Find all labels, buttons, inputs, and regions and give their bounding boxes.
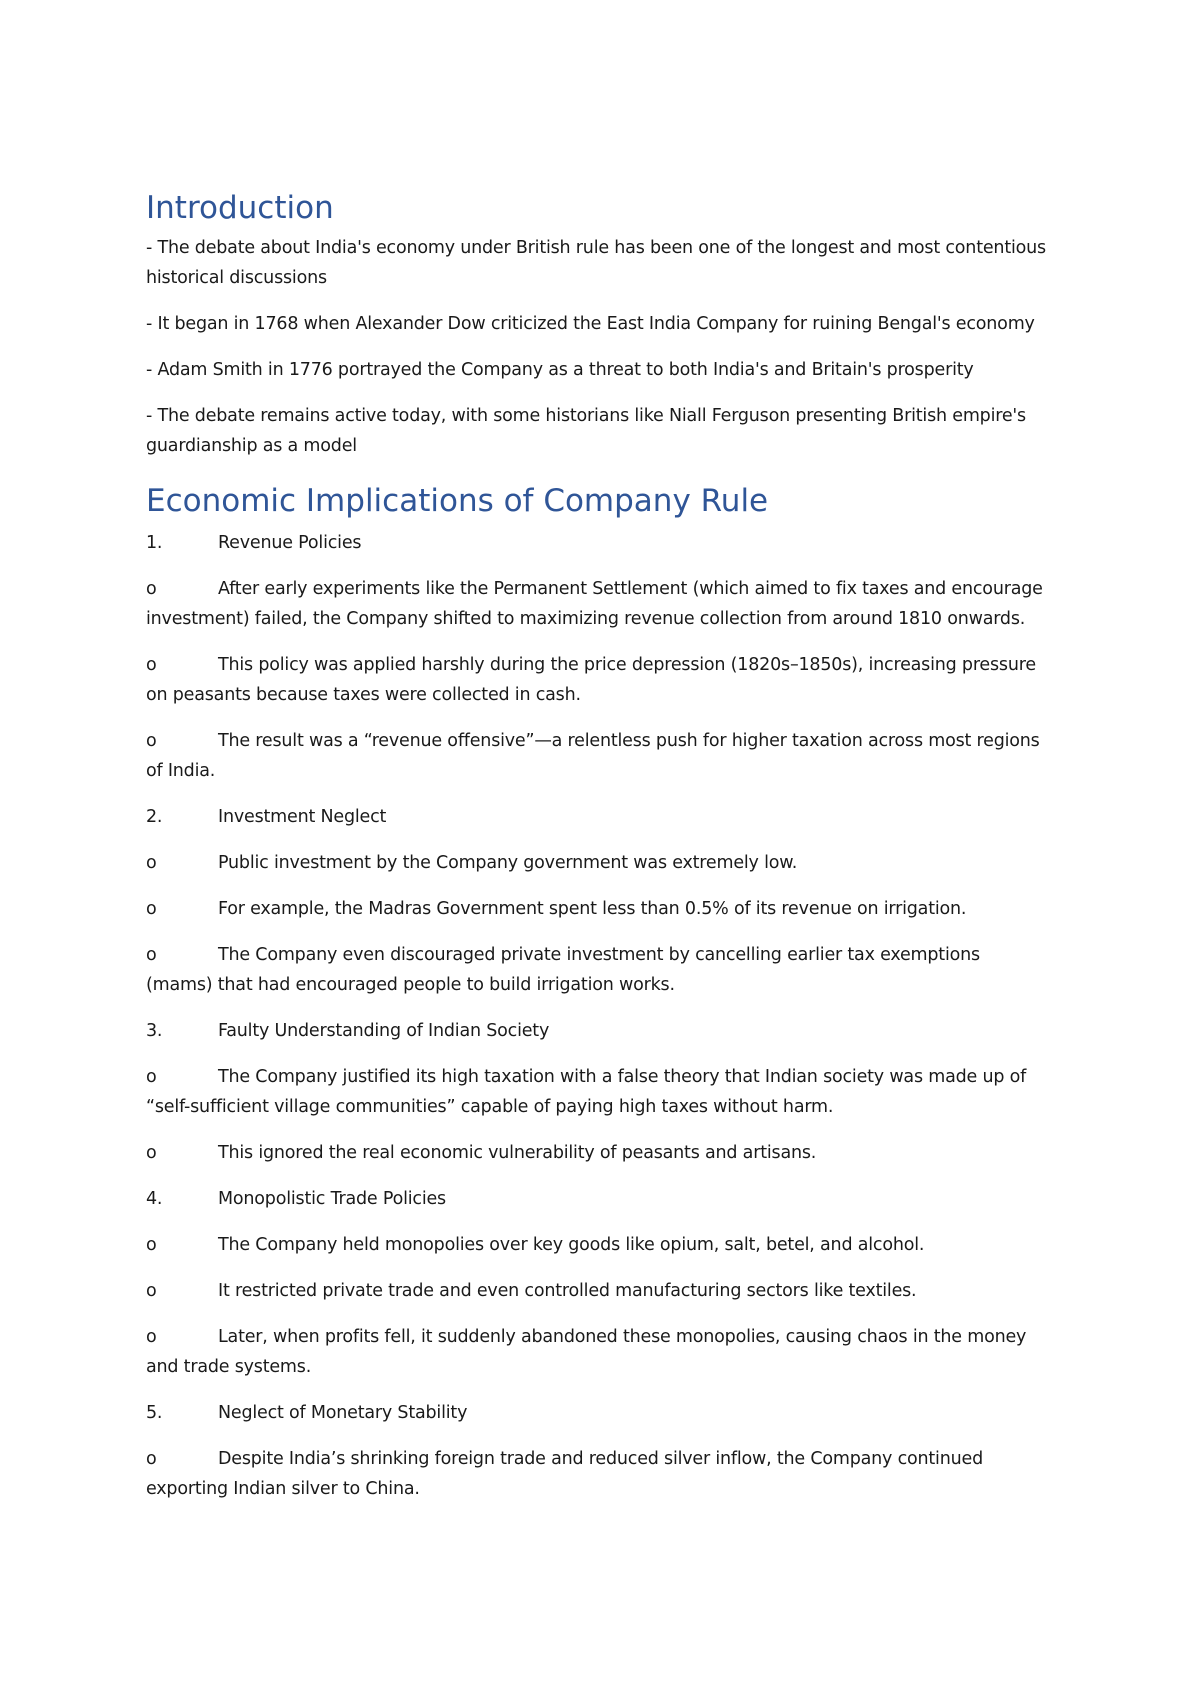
bullet-item [146, 574, 1046, 634]
numbered-item [146, 1016, 1046, 1046]
bullet-text: This policy was applied harshly during the price depression (1820s–1850s), increasing pressure on peasants because taxes were collected in cash. [146, 655, 1036, 706]
bullet-item [146, 650, 1046, 710]
bullet-marker: o [146, 1235, 157, 1256]
item-heading: Revenue Policies [218, 533, 362, 554]
numbered-item [146, 1398, 1046, 1428]
item-heading: Investment Neglect [218, 807, 387, 828]
bullet-text: After early experiments like the Permanent Settlement (which aimed to fix taxes and encourage investment) failed, the Company shifted to maximizing revenue collection from around 1810 onwards. [146, 579, 1043, 630]
bullet-text: The result was a “revenue offensive”—a relentless push for higher taxation across most regions of India. [146, 731, 1040, 782]
bullet-item [146, 1322, 1046, 1382]
item-number: 1. [146, 533, 163, 554]
bullet-item [146, 1230, 1046, 1260]
bullet-marker: o [146, 1449, 157, 1470]
bullet-text: For example, the Madras Government spent less than 0.5% of its revenue on irrigation. [218, 899, 967, 920]
item-number: 3. [146, 1021, 163, 1042]
intro-paragraph: - The debate about India's economy under British rule has been one of the longest and most contentious historical discussions [146, 238, 1046, 289]
bullet-item [146, 848, 1046, 878]
item-heading: Monopolistic Trade Policies [218, 1189, 446, 1210]
item-number: 5. [146, 1403, 163, 1424]
bullet-marker: o [146, 731, 157, 752]
item-heading: Faulty Understanding of Indian Society [218, 1021, 550, 1042]
intro-paragraph: - Adam Smith in 1776 portrayed the Company as a threat to both India's and Britain's prosperity [146, 360, 974, 381]
bullet-marker: o [146, 655, 157, 676]
item-number: 2. [146, 807, 163, 828]
numbered-item [146, 802, 1046, 832]
bullet-marker: o [146, 1327, 157, 1348]
bullet-marker: o [146, 1067, 157, 1088]
numbered-item [146, 528, 1046, 558]
bullet-item [146, 1276, 1046, 1306]
bullet-item [146, 940, 1046, 1000]
bullet-text: The Company justified its high taxation with a false theory that Indian society was made up of “self-sufficient village communities” capable of paying high taxes without harm. [146, 1067, 1027, 1118]
bullet-item [146, 726, 1046, 786]
document-page [146, 190, 1046, 1520]
bullet-text: This ignored the real economic vulnerability of peasants and artisans. [218, 1143, 817, 1164]
bullet-marker: o [146, 899, 157, 920]
bullet-text: Despite India’s shrinking foreign trade and reduced silver inflow, the Company continued exporting Indian silver to China. [146, 1449, 983, 1500]
item-heading: Neglect of Monetary Stability [218, 1403, 468, 1424]
bullet-text: It restricted private trade and even controlled manufacturing sectors like textiles. [218, 1281, 917, 1302]
bullet-marker: o [146, 1281, 157, 1302]
intro-paragraph: - It began in 1768 when Alexander Dow criticized the East India Company for ruining Bengal's economy [146, 314, 1035, 335]
bullet-text: The Company even discouraged private investment by cancelling earlier tax exemptions (mams) that had encouraged people to build irrigation works. [146, 945, 980, 996]
bullet-marker: o [146, 853, 157, 874]
intro-paragraph: - The debate remains active today, with some historians like Niall Ferguson presenting British empire's guardianship as a model [146, 406, 1026, 457]
item-number: 4. [146, 1189, 163, 1210]
section-heading: Economic Implications of Company Rule [146, 483, 769, 520]
bullet-text: The Company held monopolies over key goods like opium, salt, betel, and alcohol. [218, 1235, 925, 1256]
bullet-marker: o [146, 1143, 157, 1164]
bullet-item [146, 894, 1046, 924]
bullet-item [146, 1138, 1046, 1168]
numbered-item [146, 1184, 1046, 1214]
bullet-item [146, 1444, 1046, 1504]
bullet-marker: o [146, 579, 157, 600]
introduction-heading: Introduction [146, 190, 334, 226]
bullet-item [146, 1062, 1046, 1122]
bullet-marker: o [146, 945, 157, 966]
bullet-text: Later, when profits fell, it suddenly abandoned these monopolies, causing chaos in the money and trade systems. [146, 1327, 1027, 1378]
bullet-text: Public investment by the Company government was extremely low. [218, 853, 798, 874]
